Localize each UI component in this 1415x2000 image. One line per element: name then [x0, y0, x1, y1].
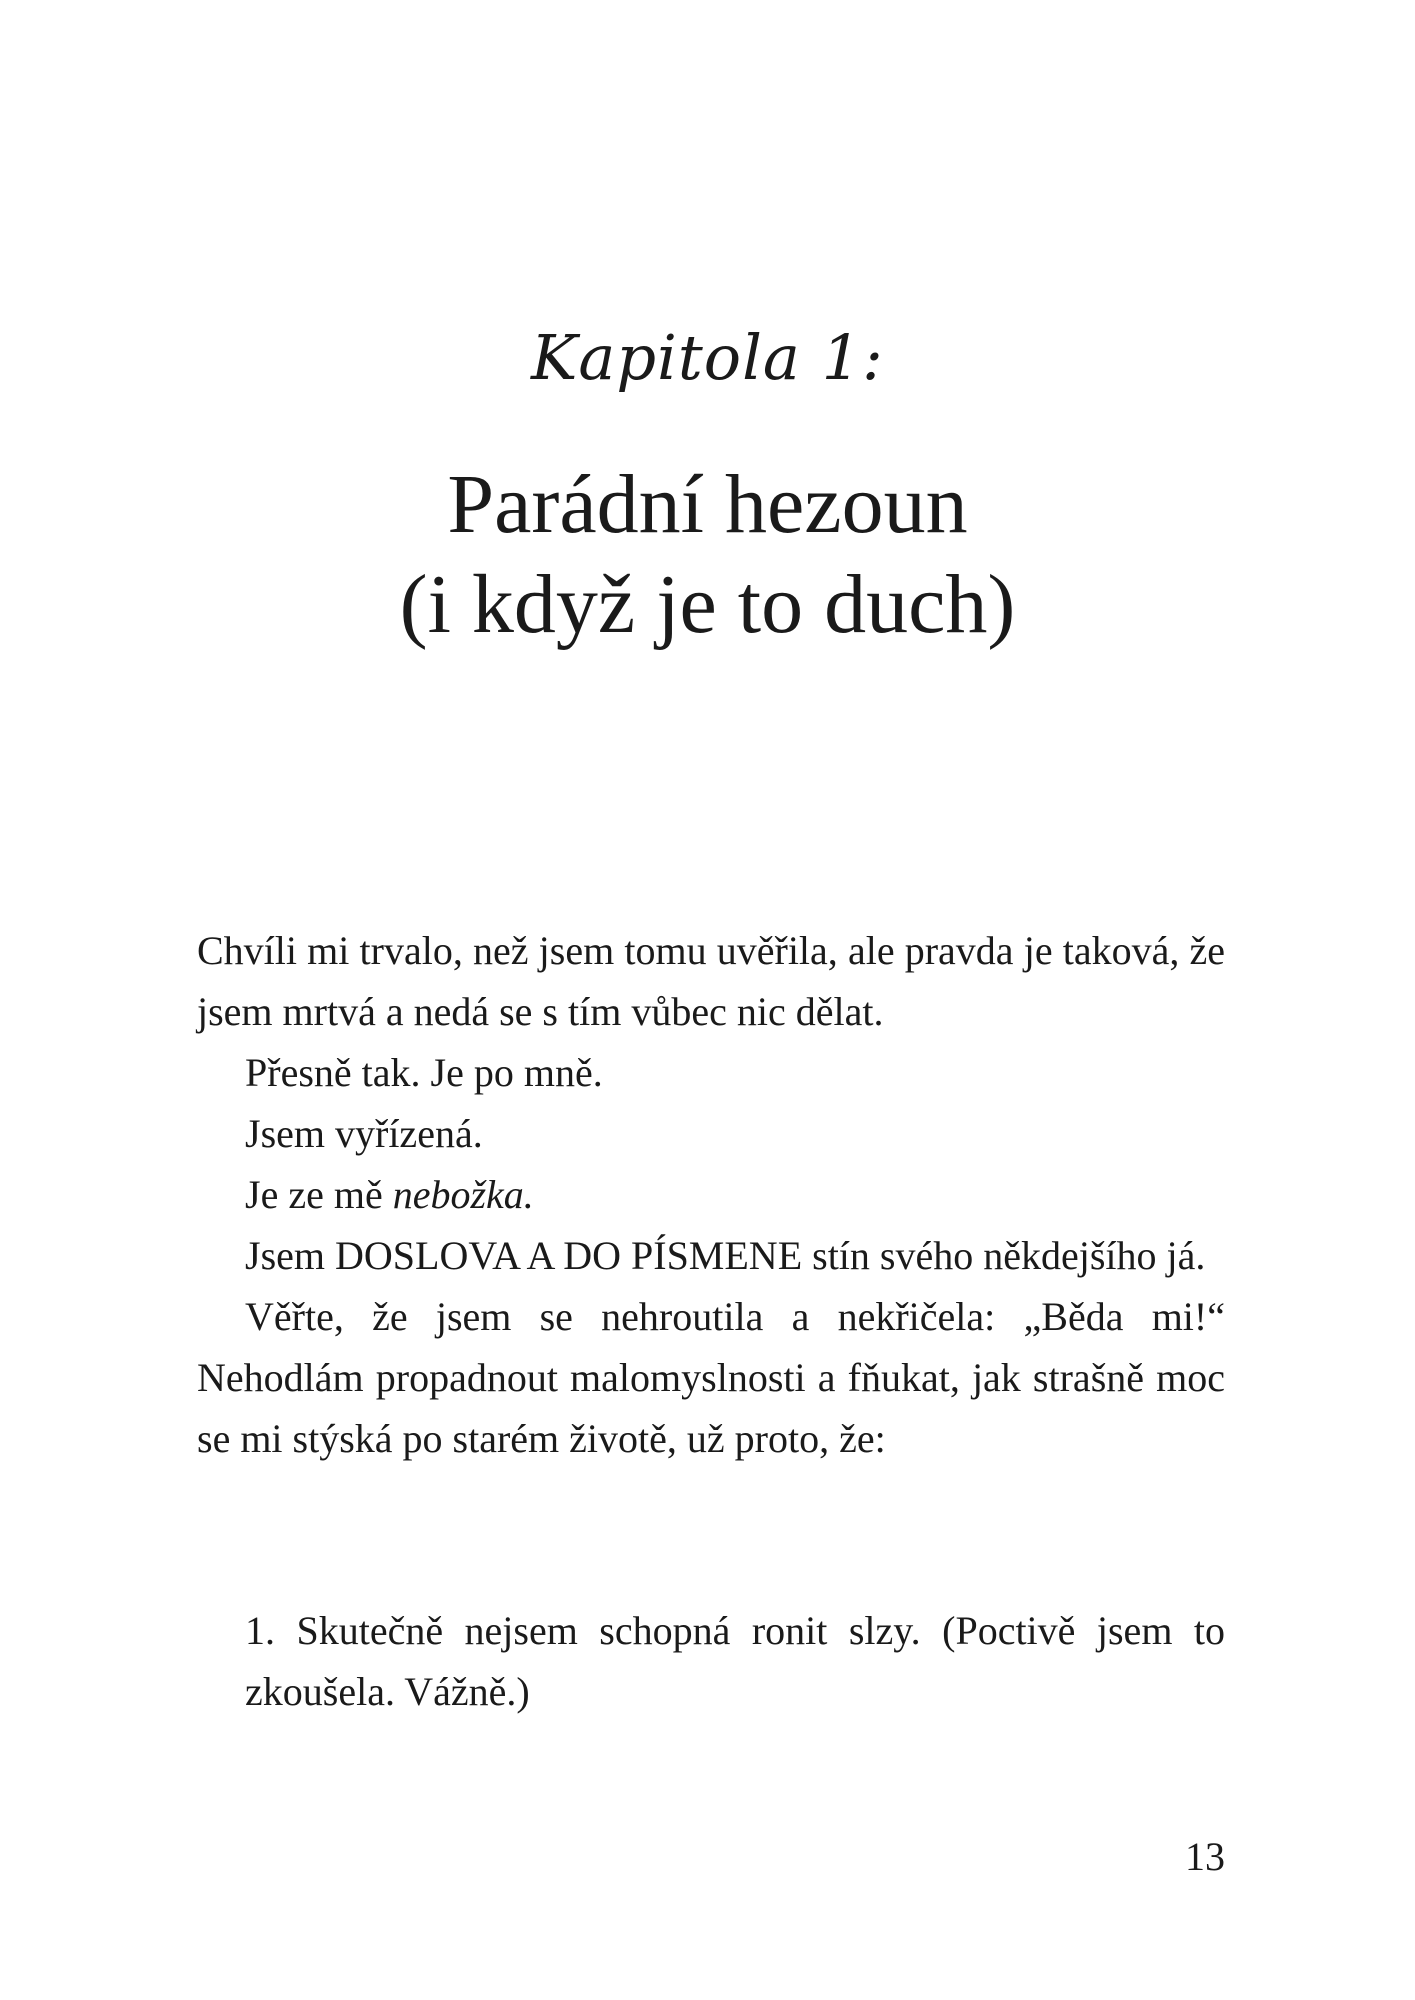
paragraph: Přesně tak. Je po mně.	[245, 1050, 603, 1095]
emphasized-word: nebožka.	[392, 1172, 534, 1217]
paragraph	[197, 1164, 1225, 1225]
chapter-title-line-1: Parádní hezoun	[447, 458, 968, 551]
numbered-list	[245, 1600, 1225, 1722]
paragraph-text: Je ze mě	[245, 1172, 393, 1217]
body-text	[197, 920, 1225, 1469]
chapter-title	[0, 455, 1415, 655]
paragraph: Jsem DOSLOVA A DO PÍSMENE stín svého někdejšího já.	[245, 1233, 1206, 1278]
list-item: 1. Skutečně nejsem schopná ronit slzy. (Poctivě jsem to zkoušela. Vážně.)	[245, 1608, 1225, 1714]
chapter-title-line-2: (i když je to duch)	[399, 558, 1016, 651]
page-number: 13	[1185, 1834, 1225, 1879]
paragraph: Jsem vyřízená.	[245, 1111, 483, 1156]
paragraph: Věřte, že jsem se nehroutila a nekřičela: „Běda mi!“ Nehodlám propadnout malomyslnosti a fňukat, jak strašně moc se mi stýská po starém životě, už proto, že:	[197, 1294, 1225, 1461]
chapter-label: Kapitola 1:	[531, 321, 884, 394]
paragraph: Chvíli mi trvalo, než jsem tomu uvěřila, ale pravda je taková, že jsem mrtvá a nedá se s tím vůbec nic dělat.	[197, 928, 1225, 1034]
